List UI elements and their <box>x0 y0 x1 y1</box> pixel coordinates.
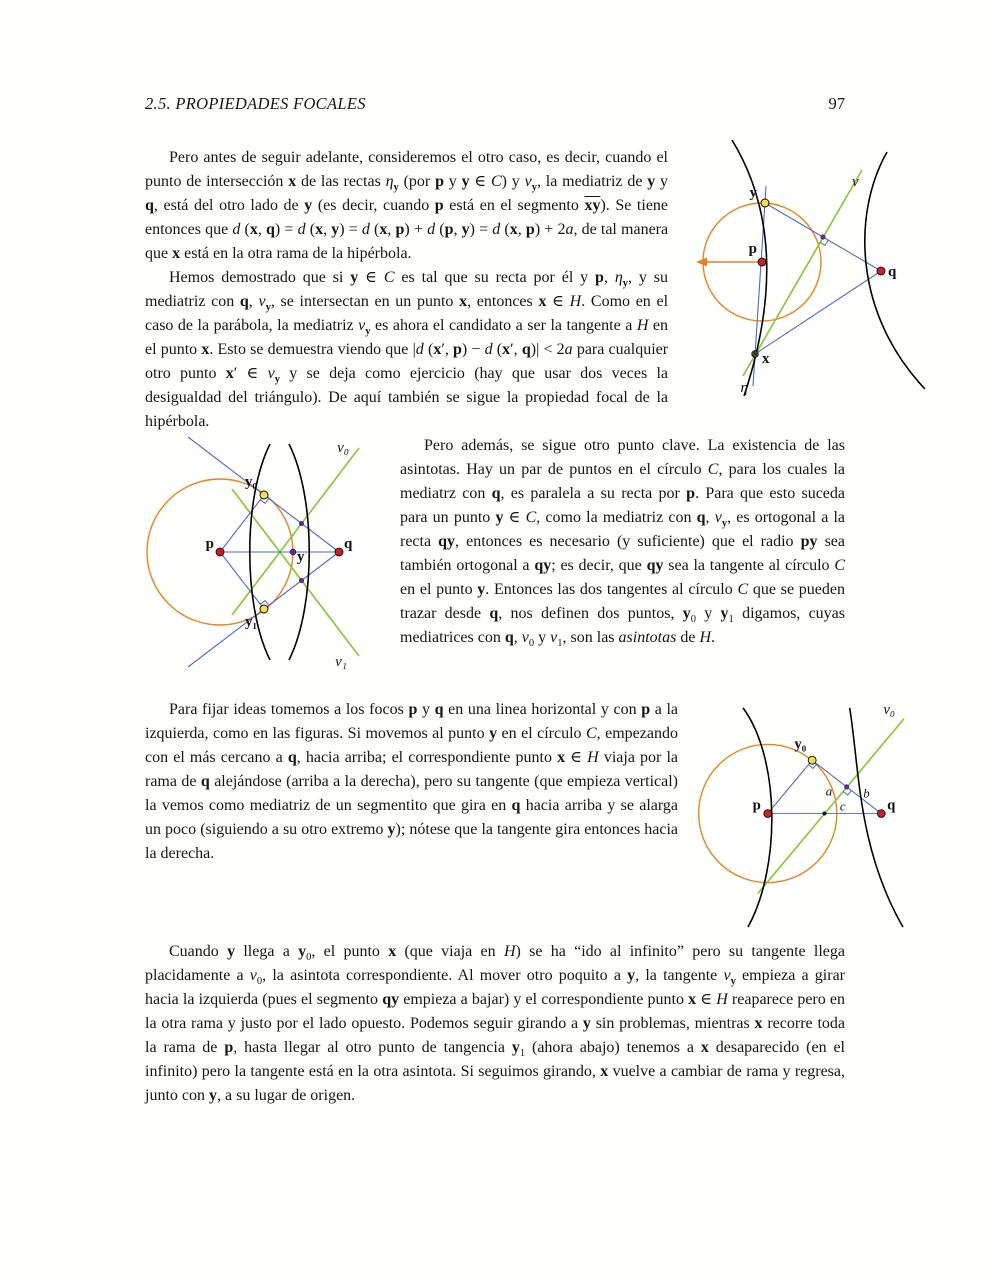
fig1-midpoint-dot <box>820 234 825 239</box>
fig3-label-b: b <box>863 786 870 801</box>
section-asymptotes <box>145 434 845 698</box>
fig1-label-x: x <box>762 351 770 367</box>
fig3-label-p: p <box>752 797 761 814</box>
figure2-canvas <box>137 436 382 676</box>
fig3-point-q <box>877 810 885 818</box>
fig3-label-nu0: ν₀ <box>883 701 896 718</box>
fig3-midpoint-dot <box>844 784 849 789</box>
figure-asymptotes-tangents <box>137 436 382 692</box>
fig1-point-y <box>761 199 769 207</box>
fig1-point-p <box>758 258 766 266</box>
page-number: 97 <box>828 94 845 113</box>
section-limit-to-asymptote <box>145 940 845 1108</box>
fig3-label-y0: y₀ <box>794 736 807 753</box>
fig2-label-nu1: ν₁ <box>335 654 347 670</box>
fig3-label-a: a <box>825 784 833 799</box>
fig2-point-y1 <box>260 605 268 613</box>
fig1-point-q <box>877 267 885 275</box>
fig2-point-y0 <box>260 491 268 499</box>
paragraph-4: Para fijar ideas tomemos a los focos p y q en una linea horizontal y con p a la izquierda, como en las figuras. Si movemos al punto y en el círculo C, empezando con el más cercano a q, hacia arriba; el correspondiente punto x ∈ H viaja por la rama de q alejándose (arriba a la derecha), pero su tangente (que empieza vertical) la vemos como mediatriz de un segmentito que gira en q hacia arriba y se alarga un poco (siguiendo a su otro extremo y); nótese que la tangente gira entonces hacia la derecha. <box>145 701 679 862</box>
fig2-label-y: y <box>297 549 305 565</box>
fig2-point-y <box>290 549 296 555</box>
fig3-label-q: q <box>887 797 896 814</box>
fig2-midpoint-dot-lower <box>299 578 304 583</box>
fig3-point-y0 <box>808 756 816 764</box>
fig1-label-nu: ν <box>852 174 859 190</box>
fig1-label-q: q <box>888 264 897 280</box>
paragraph-2: Hemos demostrado que si y ∈ C es tal que su recta por él y p, $\eta_y$, y su mediatriz con q, $\nu_y$, se intersectan en un punto x, entonces x ∈ H. Como en el caso de la parábola, la mediatriz $\nu_y$ es ahora el candidato a ser la tangente a H en el punto x. Esto se demuestra viendo que |d (x′, p) − d (x′, q)| < 2a para cualquier otro punto x′ ∈ $\nu_y$ y se deja como ejercicio (hay que usar dos veces la desigualdad del triángulo). De aquí también se sigue la propiedad focal de la hipérbola. <box>145 269 669 430</box>
fig3-point-p <box>764 810 772 818</box>
fig2-label-y1: y₁ <box>245 614 257 630</box>
fig1-point-x <box>752 351 759 358</box>
fig2-point-q <box>335 548 343 556</box>
fig3-hyperbola-right-branch <box>850 708 903 927</box>
body-text <box>145 146 897 1108</box>
figure-asymptote-abc-triangle <box>692 700 957 934</box>
fig2-label-y0: y₀ <box>245 474 257 490</box>
figure3-canvas <box>692 700 957 932</box>
fig1-label-p: p <box>748 241 757 257</box>
figure1-canvas <box>682 134 957 399</box>
fig1-label-eta: η <box>740 380 748 396</box>
fig1-arrowhead-icon <box>696 258 707 267</box>
paragraph-3: Pero además, se sigue otro punto clave. La existencia de las asintotas. Hay un par de puntos en el círculo C, para los cuales la mediatrz con q, es paralela a su recta por p. Para que esto suceda para un punto y ∈ C, como la mediatriz con q, $\nu_y$, es ortogonal a la recta qy, entonces es necesario (y suficiente) que el radio py sea también ortogonal a qy; es decir, que qy sea la tangente al círculo C en el punto y. Entonces las dos tangentes al círculo C que se pueden trazar desde q, nos definen dos puntos, $y_0$ y $y_1$ digamos, cuyas mediatrices con q, $\nu_0$ y $\nu_1$, son las asintotas de H. <box>400 437 846 650</box>
fig3-label-c: c <box>839 799 846 814</box>
fig2-label-p: p <box>205 536 214 552</box>
fig3-radius-p-y0 <box>768 760 812 813</box>
fig2-label-nu0: ν₀ <box>337 440 349 456</box>
fig3-center-dot <box>823 812 827 816</box>
fig2-label-q: q <box>344 536 353 552</box>
section-title: 2.5. PROPIEDADES FOCALES <box>145 94 366 113</box>
section-foci-motion <box>145 698 896 940</box>
fig2-point-p <box>216 548 224 556</box>
paragraph-1: Pero antes de seguir adelante, consideremos el otro caso, es decir, cuando el punto de intersección x de las rectas $\eta_y$ (por p y y ∈ C) y $\nu_y$, la mediatriz de y y q, está del otro lado de y (es decir, cuando p está en el segmento $\overline{xy}$). Se tiene entonces que d (x, q) = d (x, y) = d (x, p) + d (p, y) = d (x, p) + 2a, de tal manera que x está en la otra rama de la hipérbola. <box>145 149 669 262</box>
paragraph-5: Cuando y llega a $y_0$, el punto x (que viaja en H) se ha “ido al infinito” pero su tangente llega placidamente a $\nu_0$, la asintota correspondiente. Al mover otro poquito a y, la tangente $\nu_y$ empieza a girar hacia la izquierda (pues el segmento qy empieza a bajar) y el correspondiente punto x ∈ H reaparece pero en la otra rama y justo por el lado opuesto. Podemos seguir girando a y sin problemas, mientras x recorre toda la rama de p, hasta llegar al otro punto de tangencia $y_1$ (ahora abajo) tenemos a x desaparecido (en el infinito) pero la tangente está en la otra asintota. Si seguimos girando, x vuelve a cambiar de rama y regresa, junto con y, a su lugar de origen. <box>145 943 846 1104</box>
running-header <box>145 94 845 114</box>
section-hyperbola-other-branch <box>145 146 897 434</box>
fig1-label-y: y <box>749 185 757 201</box>
fig2-midpoint-dot-upper <box>299 521 304 526</box>
fig1-segment-q-x <box>755 271 881 354</box>
figure-hyperbola-mediatriz <box>682 134 957 424</box>
